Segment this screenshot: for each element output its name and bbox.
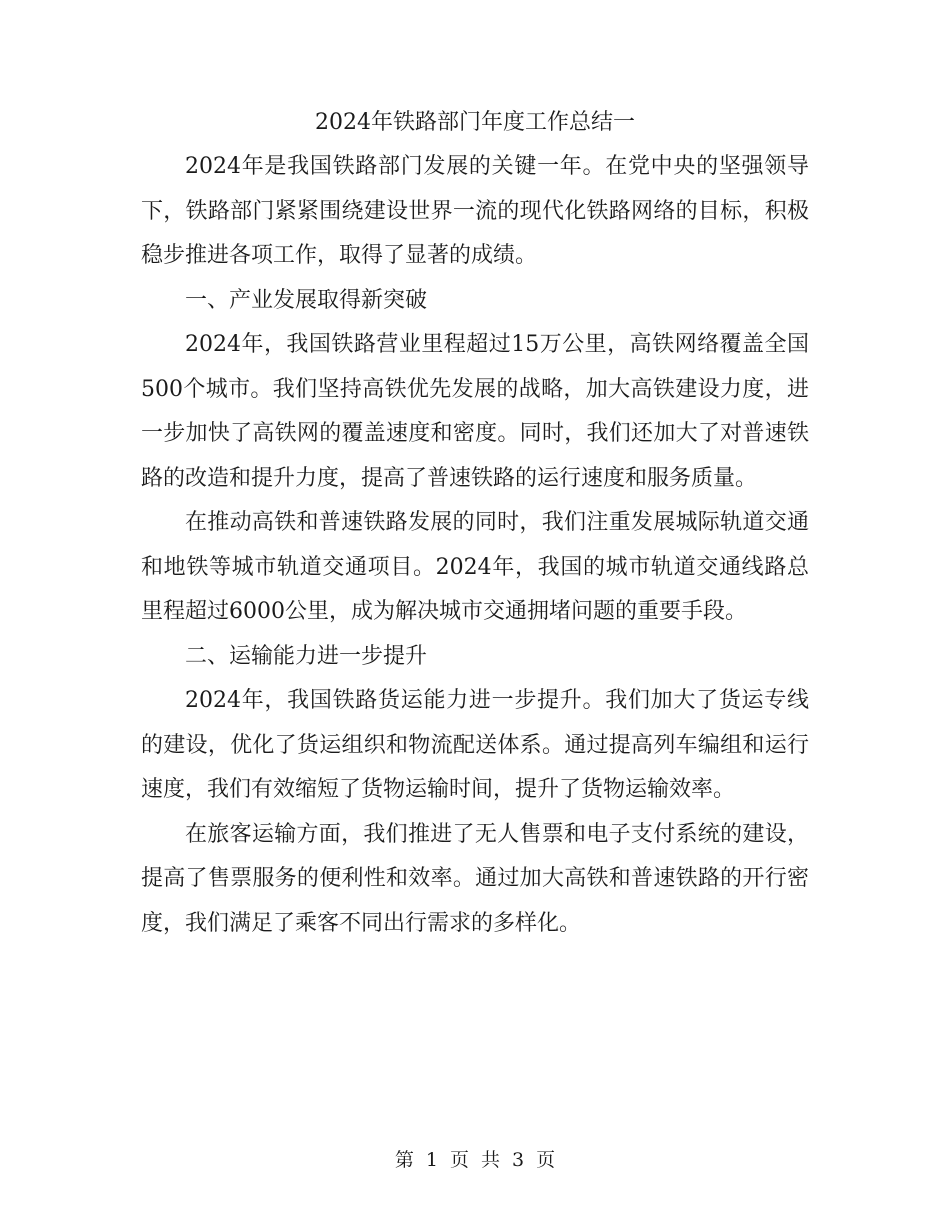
section-heading-transport: 二、运输能力进一步提升 <box>185 643 428 669</box>
section1-paragraph-2: 在推动高铁和普速铁路发展的同时，我们注重发展城际轨道交通和地铁等城市轨道交通项目。2024年，我国的城市轨道交通线路总里程超过6000公里，成为解决城市交通拥堵问题的重要手段。 <box>141 510 809 624</box>
document-body <box>141 101 809 946</box>
section2-paragraph-2: 在旅客运输方面，我们推进了无人售票和电子支付系统的建设，提高了售票服务的便利性和效率。通过加大高铁和普速铁路的开行密度，我们满足了乘客不同出行需求的多样化。 <box>141 821 809 936</box>
section2-paragraph-1: 2024年，我国铁路货运能力进一步提升。我们加大了货运专线的建设，优化了货运组织和物流配送体系。通过提高列车编组和运行速度，我们有效缩短了货物运输时间，提升了货物运输效率。 <box>141 688 809 802</box>
document-title: 2024年铁路部门年度工作总结一 <box>315 110 635 135</box>
page-number-footer: 第 1 页 共 3 页 <box>394 1149 556 1171</box>
section1-paragraph-1: 2024年，我国铁路营业里程超过15万公里，高铁网络覆盖全国500个城市。我们坚持高铁优先发展的战略，加大高铁建设力度，进一步加快了高铁网的覆盖速度和密度。同时，我们还加大了对普速铁路的改造和提升力度，提高了普速铁路的运行速度和服务质量。 <box>141 332 809 491</box>
section-heading-industry: 一、产业发展取得新突破 <box>185 287 428 313</box>
intro-paragraph: 2024年是我国铁路部门发展的关键一年。在党中央的坚强领导下，铁路部门紧紧围绕建设世界一流的现代化铁路网络的目标，积极稳步推进各项工作，取得了显著的成绩。 <box>141 154 809 268</box>
